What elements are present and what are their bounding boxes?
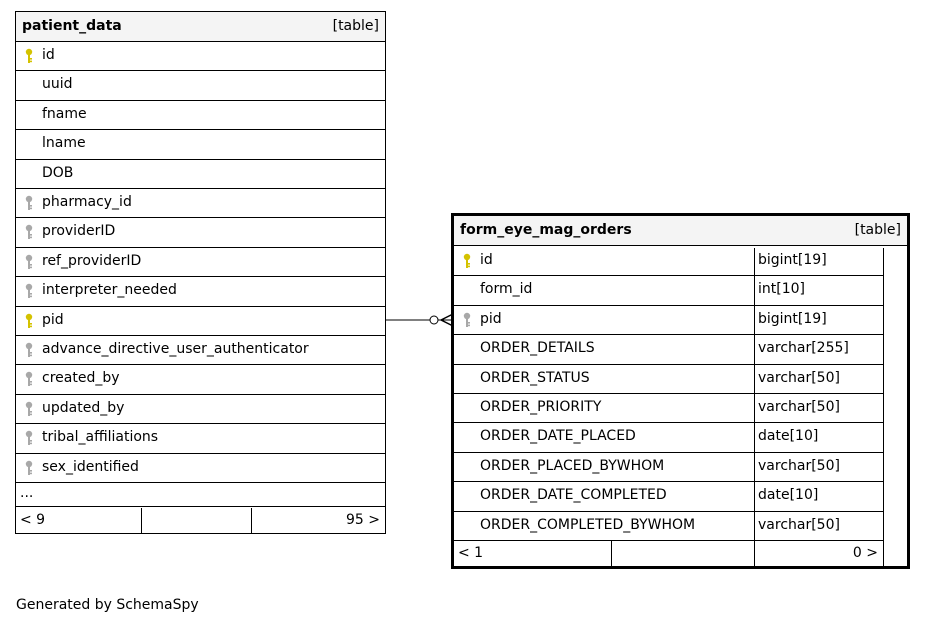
column-name: id [480,252,493,268]
column-name: ORDER_DATE_PLACED [480,428,636,445]
column-name: lname [42,135,86,152]
parents-count: < 9 [20,512,46,528]
column-name: fname [42,105,87,122]
children-count: 95 > [346,512,380,528]
table-type-label: [table] [332,18,379,34]
column-name: ORDER_DATE_COMPLETED [480,487,667,504]
column-type: bigint[19] [758,252,827,268]
column-name: ORDER_PLACED_BYWHOM [480,457,665,474]
generated-by-label: Generated by SchemaSpy [16,597,199,613]
column-name: ORDER_DETAILS [480,340,595,357]
crows-foot-upper [441,314,453,320]
column-name: providerID [42,223,116,240]
column-name: interpreter_needed [42,282,177,299]
table-type-label: [table] [854,222,901,238]
column-type: int[10] [758,281,805,298]
children-count: 0 > [852,545,878,561]
column-name: ORDER_PRIORITY [480,399,602,415]
column-name: ORDER_COMPLETED_BYWHOM [480,516,696,533]
column-name: pid [42,311,64,328]
column-name: tribal_affiliations [42,429,159,446]
column-name: DOB [42,164,74,181]
column-name: uuid [42,76,73,93]
column-type: date[10] [758,428,819,445]
column-name: form_id [480,281,533,298]
column-name: sex_identified [42,458,139,475]
column-type: varchar[50] [758,369,840,386]
crows-foot-lower [441,320,453,326]
column-name: pid [480,310,502,327]
column-name: ORDER_STATUS [480,369,590,386]
table-name[interactable]: form_eye_mag_orders [460,222,632,238]
column-name: id [42,47,55,63]
column-type: varchar[255] [758,340,849,357]
column-type: bigint[19] [758,310,827,327]
column-name: advance_directive_user_authenticator [42,341,309,357]
parents-count: < 1 [458,545,484,561]
column-name: created_by [42,370,120,387]
column-name: updated_by [42,399,125,416]
zero-optional-marker [430,316,438,324]
column-name: pharmacy_id [42,194,132,210]
table-name[interactable]: patient_data [22,18,122,34]
column-type: varchar[50] [758,457,840,474]
column-type: varchar[50] [758,516,840,533]
column-type: varchar[50] [758,399,840,415]
column-name: ref_providerID [42,252,142,269]
more-columns-label: ... [20,485,34,501]
column-type: date[10] [758,487,819,504]
